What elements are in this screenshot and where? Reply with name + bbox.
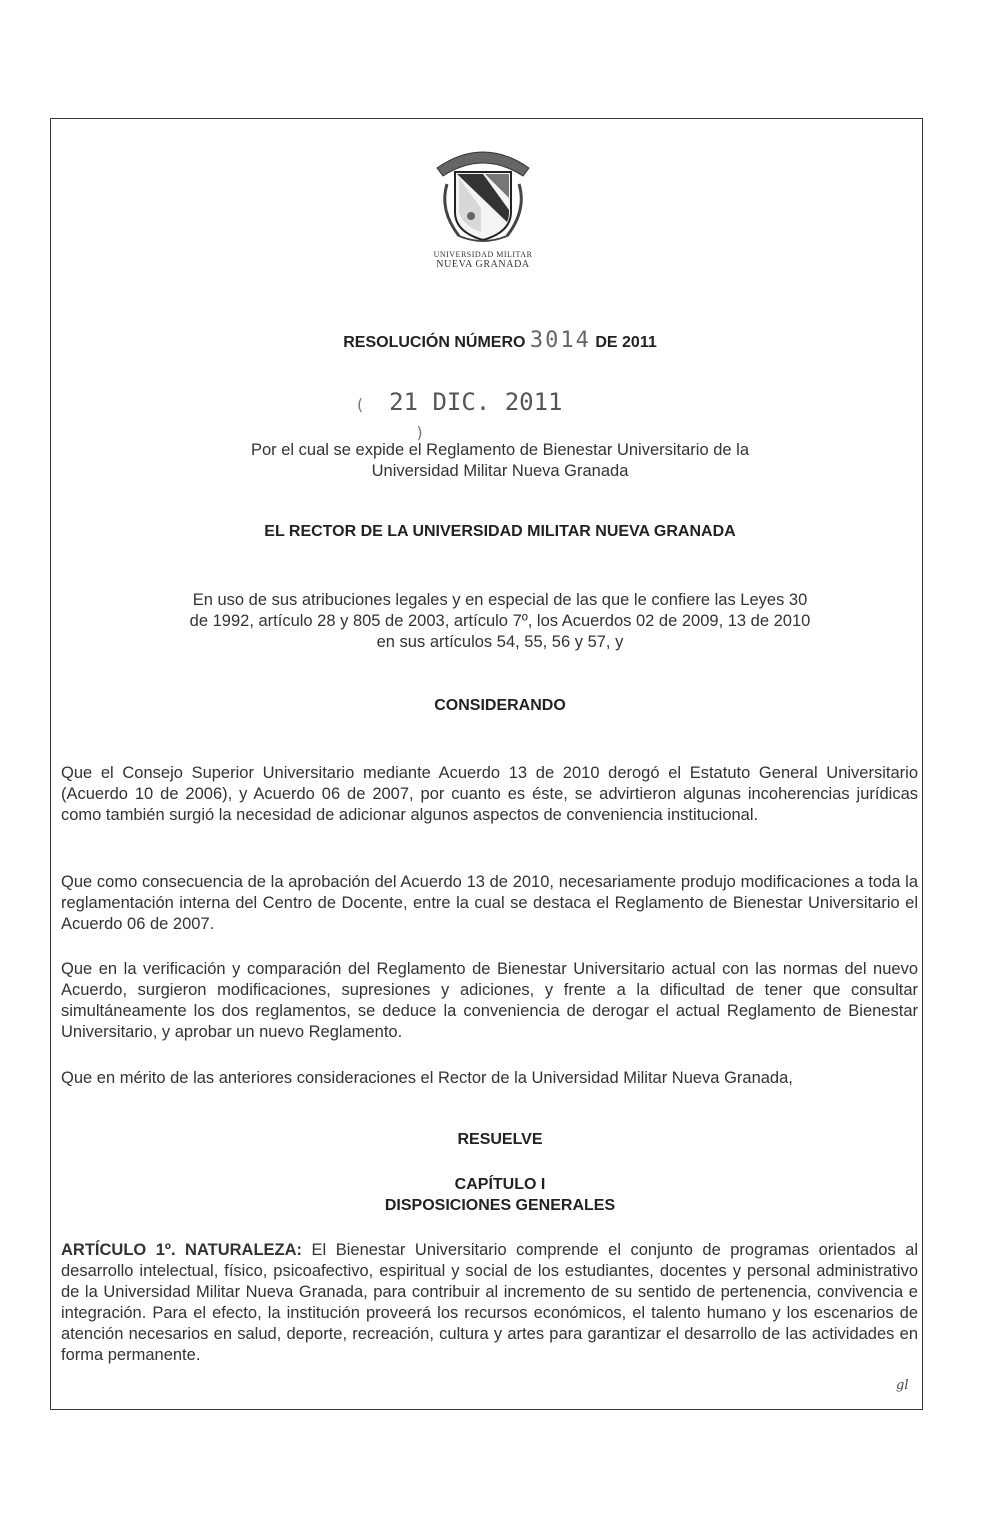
article-1-label: ARTÍCULO 1º. NATURALEZA: xyxy=(61,1241,303,1259)
powers-line1: En uso de sus atribuciones legales y en especial de las que le confiere las Leyes 30 xyxy=(192,591,808,609)
date-stamp xyxy=(355,388,625,444)
subtitle xyxy=(100,440,900,482)
chapter-subtitle: DISPOSICIONES GENERALES xyxy=(384,1197,616,1214)
logo-text-line2: NUEVA GRANADA xyxy=(436,259,530,270)
paragraph-4: Que en mérito de las anteriores consideraciones el Rector de la Universidad Militar Nueva Granada, xyxy=(61,1069,793,1087)
date-close-paren: ) xyxy=(415,423,425,442)
subtitle-line2: Universidad Militar Nueva Granada xyxy=(371,462,629,480)
date-open-paren: ( xyxy=(355,395,365,414)
date-value: 21 DIC. 2011 xyxy=(389,388,563,416)
resolution-year: DE 2011 xyxy=(595,334,657,351)
logo-text-line1: UNIVERSIDAD MILITAR xyxy=(433,250,533,259)
powers-line3: en sus artículos 54, 55, 56 y 57, y xyxy=(376,633,624,651)
powers-text xyxy=(100,590,900,653)
resuelve-heading: RESUELVE xyxy=(457,1131,543,1148)
subtitle-line1: Por el cual se expide el Reglamento de Bienestar Universitario de la xyxy=(250,441,750,459)
powers-line2: de 1992, artículo 28 y 805 de 2003, artículo 7º, los Acuerdos 02 de 2009, 13 de 2010 xyxy=(189,612,811,630)
university-logo xyxy=(408,138,558,288)
handwritten-initials: gl xyxy=(896,1378,909,1393)
paragraph-1: Que el Consejo Superior Universitario mediante Acuerdo 13 de 2010 derogó el Estatuto General Universitario (Acuerdo 10 de 2006), y Acuerdo 06 de 2007, por cuanto es éste, se advirtieron algunas incoherencias jurídicas como también surgió la necesidad de adicionar algunos aspectos de conveniencia institucional. xyxy=(61,764,918,824)
resolution-label: RESOLUCIÓN NÚMERO xyxy=(343,334,526,351)
issuer-heading: EL RECTOR DE LA UNIVERSIDAD MILITAR NUEVA GRANADA xyxy=(264,523,736,540)
considerando-heading: CONSIDERANDO xyxy=(434,697,566,714)
article-1 xyxy=(61,1240,918,1366)
paragraph-3: Que en la verificación y comparación del Reglamento de Bienestar Universitario actual con las normas del nuevo Acuerdo, surgieron modificaciones, supresiones y adiciones, y frente a la dificultad de tener que consultar simultáneamente los dos reglamentos, se deduce la conveniencia de derogar el actual Reglamento de Bienestar Universitario, y aprobar un nuevo Reglamento. xyxy=(61,960,918,1041)
chapter-title: CAPÍTULO I xyxy=(454,1176,546,1193)
university-crest-icon xyxy=(423,138,543,248)
resolution-number: 3014 xyxy=(529,328,591,353)
resolution-title xyxy=(0,328,1000,353)
article-1-text: El Bienestar Universitario comprende el conjunto de programas orientados al desarrollo intelectual, físico, psicoafectivo, espiritual y social de los estudiantes, docentes y personal administrativo de la Universidad Militar Nueva Granada, para contribuir al incremento de su sentido de pertenencia, convivencia e integración. Para el efecto, la institución proveerá los recursos económicos, el talento humano y los escenarios de atención necesarios en salud, deporte, recreación, cultura y artes para garantizar el desarrollo de las actividades en forma permanente. xyxy=(61,1241,919,1364)
paragraph-2: Que como consecuencia de la aprobación del Acuerdo 13 de 2010, necesariamente produjo modificaciones a toda la reglamentación interna del Centro de Docente, entre la cual se destaca el Reglamento de Bienestar Universitario el Acuerdo 06 de 2007. xyxy=(61,873,918,933)
